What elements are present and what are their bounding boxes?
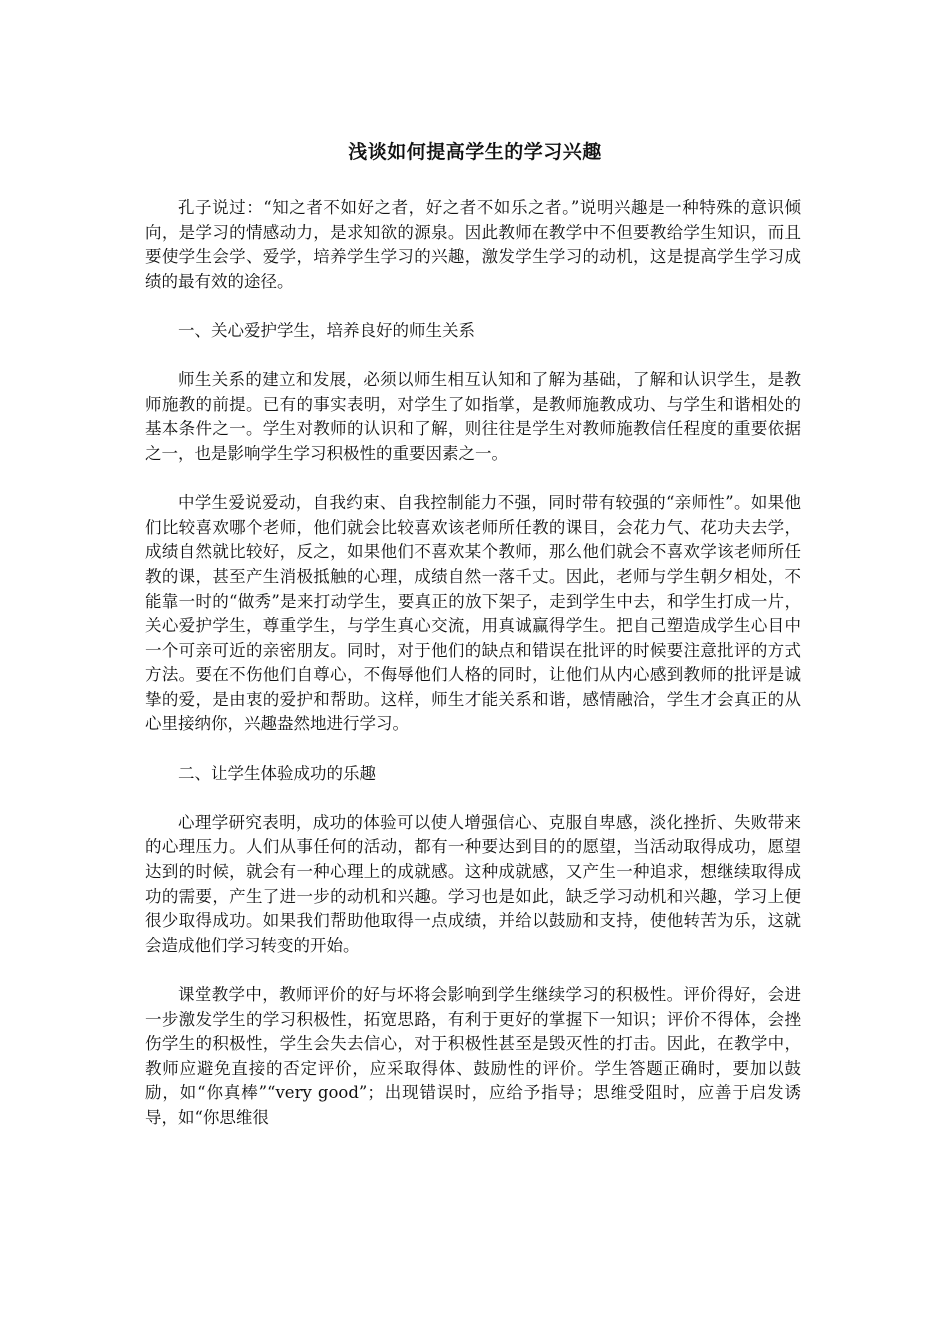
document-body bbox=[145, 196, 801, 1155]
paragraph-section1-a: 师生关系的建立和发展，必须以师生相互认知和了解为基础，了解和认识学生，是教师施教的前提。已有的事实表明，对学生了如指掌，是教师施教成功、与学生和谐相处的基本条件之一。学生对教师的认识和了解，则往往是学生对教师施教信任程度的重要依据之一，也是影响学生学习积极性的重要因素之一。 bbox=[145, 370, 801, 463]
paragraph-section2-a: 心理学研究表明，成功的体验可以使人增强信心、克服自卑感，淡化挫折、失败带来的心理压力。人们从事任何的活动，都有一种要达到目的的愿望，当活动取得成功，愿望达到的时候，就会有一种心理上的成就感。这种成就感，又产生一种追求，想继续取得成功的需要，产生了进一步的动机和兴趣。学习也是如此，缺乏学习动机和兴趣，学习上便很少取得成功。如果我们帮助他取得一点成绩，并给以鼓励和支持，使他转苦为乐，这就会造成他们学习转变的开始。 bbox=[145, 812, 801, 955]
paragraph-section2-b: 课堂教学中，教师评价的好与坏将会影响到学生继续学习的积极性。评价得好，会进一步激发学生的学习积极性，拓宽思路，有利于更好的掌握下一知识；评价不得体，会挫伤学生的积极性，学生会失去信心，对于积极性甚至是毁灭性的打击。因此，在教学中，教师应避免直接的否定评价，应采取得体、鼓励性的评价。学生答题正确时，要加以鼓励，如“你真棒”“very good”；出现错误时，应给予指导；思维受阻时，应善于启发诱导，如“你思维很 bbox=[145, 985, 801, 1127]
section-heading-2: 二、让学生体验成功的乐趣 bbox=[178, 763, 376, 783]
paragraph-intro: 孔子说过：“知之者不如好之者，好之者不如乐之者。”说明兴趣是一种特殊的意识倾向，是学习的情感动力，是求知欲的源泉。因此教师在教学中不但要教给学生知识，而且要使学生会学、爱学，培养学生学习的兴趣，激发学生学习的动机，这是提高学生学习成绩的最有效的途径。 bbox=[145, 198, 801, 291]
paragraph-section1-b: 中学生爱说爱动，自我约束、自我控制能力不强，同时带有较强的“亲师性”。如果他们比较喜欢哪个老师，他们就会比较喜欢该老师所任教的课目，会花力气、花功夫去学，成绩自然就比较好，反之，如果他们不喜欢某个教师，那么他们就会不喜欢学该老师所任教的课，甚至产生消极抵触的心理，成绩自然一落千丈。因此，老师与学生朝夕相处，不能靠一时的“做秀”是来打动学生，要真正的放下架子，走到学生中去，和学生打成一片，关心爱护学生，尊重学生，与学生真心交流，用真诚赢得学生。把自己塑造成学生心目中一个可亲可近的亲密朋友。同时，对于他们的缺点和错误在批评的时候要注意批评的方式方法。要在不伤他们自尊心，不侮辱他们人格的同时，让他们从内心感到教师的批评是诚挚的爱，是由衷的爱护和帮助。这样，师生才能关系和谐，感情融洽，学生才会真正的从心里接纳你，兴趣盎然地进行学习。 bbox=[145, 493, 801, 734]
section-heading-1: 一、关心爱护学生，培养良好的师生关系 bbox=[178, 320, 475, 340]
document-title: 浅谈如何提高学生的学习兴趣 bbox=[348, 141, 602, 163]
